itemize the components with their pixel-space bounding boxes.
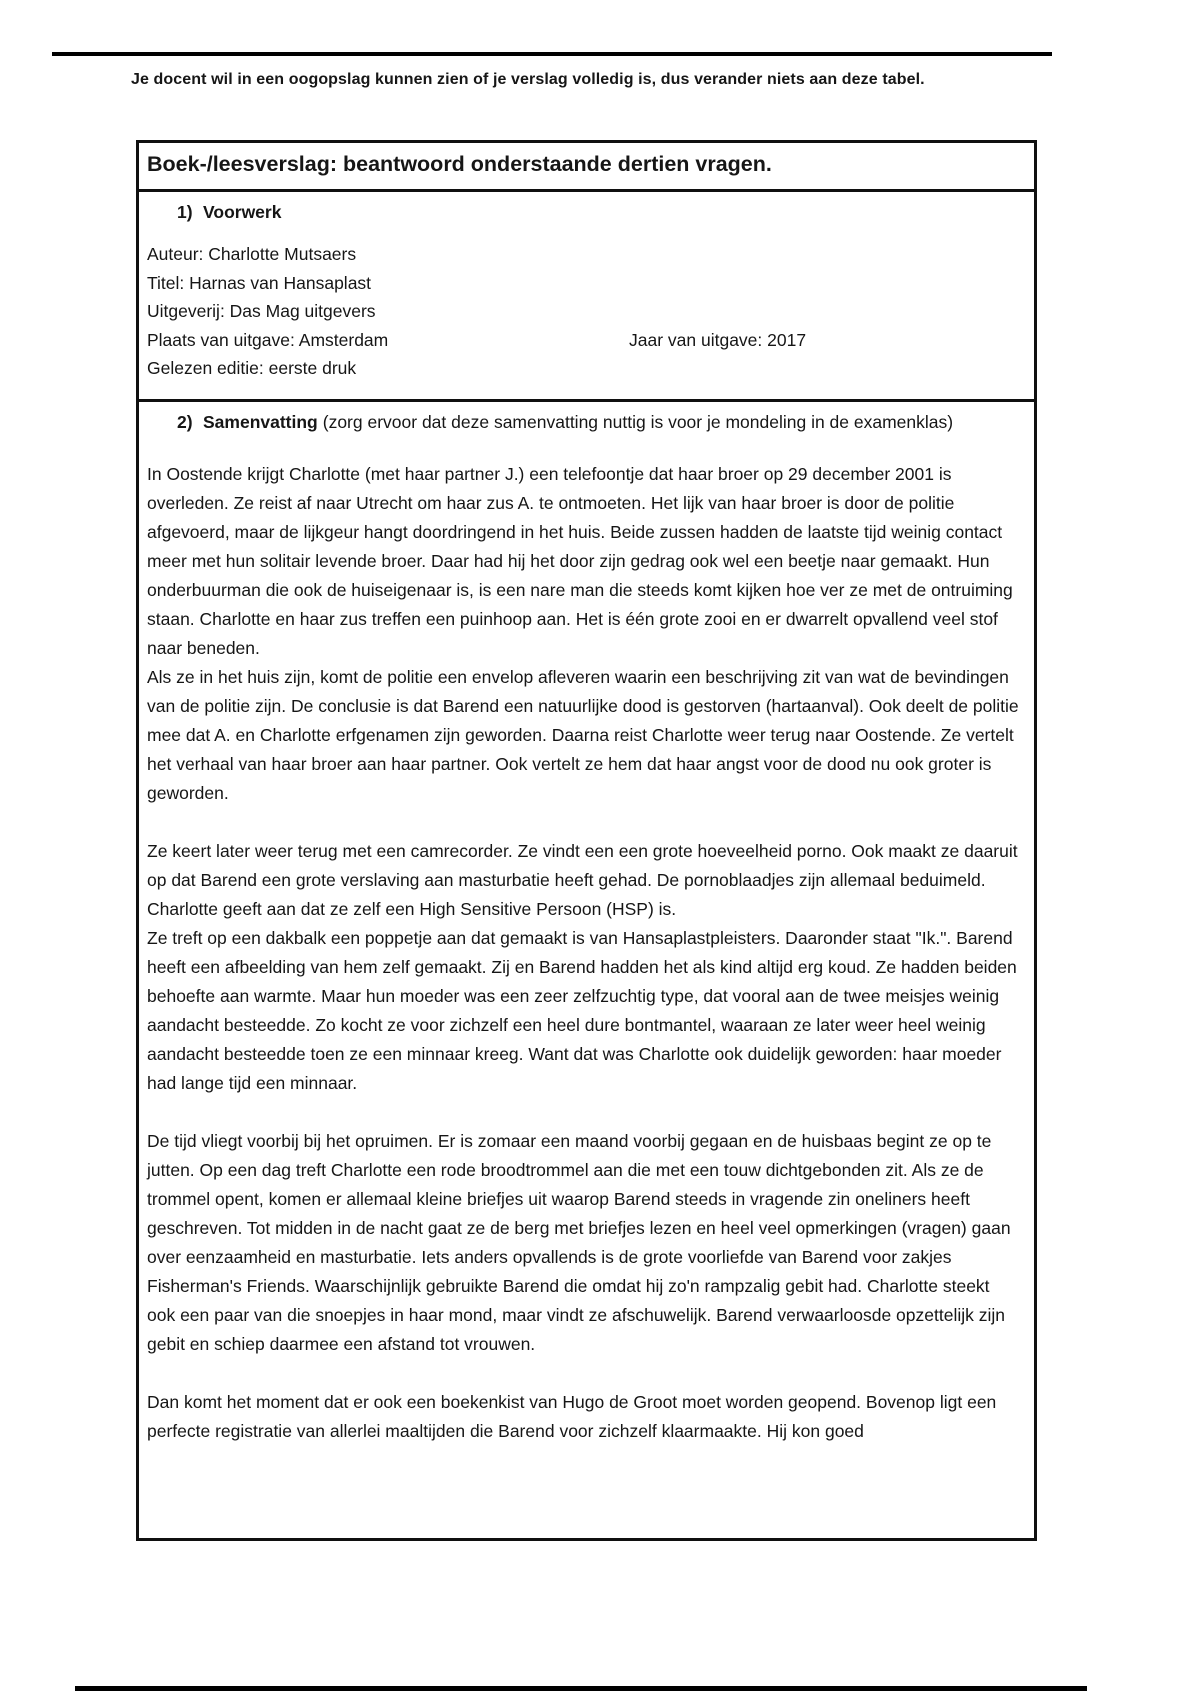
field-jaar-van-uitgave: Jaar van uitgave: 2017 — [629, 329, 807, 350]
field-plaats-van-uitgave: Plaats van uitgave: Amsterdam — [147, 329, 389, 350]
voorwerk-fields — [147, 240, 1020, 383]
samenvatting-paragraph: Ze keert later weer terug met een camrecorder. Ze vindt een een grote hoeveelheid porno. Ook maakt ze daaruit op dat Barend een grote verslaving aan masturbatie heeft gehad. De pornoblaadjes zijn allemaal beduimeld. Charlotte geeft aan dat ze zelf een High Sensitive Persoon (HSP) is. — [147, 840, 1018, 919]
bottom-rule-divider — [75, 1686, 1087, 1691]
samenvatting-paragraph-blank — [147, 1359, 1020, 1388]
section-voorwerk — [139, 192, 1034, 402]
field-titel: Titel: Harnas van Hansaplast — [147, 272, 372, 293]
field-plaats-jaar-row — [147, 326, 1020, 355]
samenvatting-body — [147, 460, 1020, 1446]
book-report-table — [136, 140, 1037, 1541]
field-gelezen-editie: Gelezen editie: eerste druk — [147, 358, 357, 378]
samenvatting-paragraph: Als ze in het huis zijn, komt de politie een envelop afleveren waarin een beschrijving zit van wat de bevindingen van de politie zijn. De conclusie is dat Barend een natuurlijke dood is gestorven (hartaanval). Ook deelt de politie mee dat A. en Charlotte erfgenamen zijn geworden. Daarna reist Charlotte weer terug naar Oostende. Ze vertelt het verhaal van haar broer aan haar partner. Ook vertelt ze hem dat haar angst voor de dood nu ook groter is geworden. — [147, 666, 1019, 803]
samenvatting-paragraph-blank — [147, 808, 1020, 837]
samenvatting-paragraph-blank — [147, 1098, 1020, 1127]
field-uitgeverij: Uitgeverij: Das Mag uitgevers — [147, 301, 376, 321]
samenvatting-paragraph: Dan komt het moment dat er ook een boekenkist van Hugo de Groot moet worden geopend. Bovenop ligt een perfecte registratie van allerlei maaltijden die Barend voor zichzelf klaarmaakte. Hij kon goed — [147, 1391, 997, 1441]
top-rule-divider — [52, 52, 1052, 56]
section-samenvatting-note: (zorg ervoor dat deze samenvatting nuttig is voor je mondeling in de examenklas) — [322, 411, 954, 432]
samenvatting-paragraph: De tijd vliegt voorbij bij het opruimen. Er is zomaar een maand voorbij gegaan en de huisbaas begint ze op te jutten. Op een dag treft Charlotte een rode broodtrommel aan die met een touw dichtgebonden zit. Als ze de trommel opent, komen er allemaal kleine briefjes uit waarop Barend steeds in vragende zin oneliners heeft geschreven. Tot midden in de nacht gaat ze de berg met briefjes lezen en heel veel opmerkingen (vragen) gaan over eenzaamheid en masturbatie. Iets anders opvallends is de grote voorliefde van Barend voor zakjes Fisherman's Friends. Waarschijnlijk gebruikte Barend die omdat hij zo'n rampzalig gebit had. Charlotte steekt ook een paar van die snoepjes in haar mond, maar vindt ze afschuwelijk. Barend verwaarloosde opzettelijk zijn gebit en schiep daarmee een afstand tot vrouwen. — [147, 1130, 1011, 1354]
section-samenvatting-number: 2) — [177, 411, 193, 432]
report-title: Boek-/leesverslag: beantwoord onderstaande dertien vragen. — [139, 143, 1034, 192]
section-samenvatting-heading: Samenvatting — [203, 411, 318, 432]
section-voorwerk-header — [147, 202, 1020, 223]
teacher-instruction-text: Je docent wil in een oogopslag kunnen zien of je verslag volledig is, dus verander niets aan deze tabel. — [131, 71, 925, 88]
field-auteur: Auteur: Charlotte Mutsaers — [147, 244, 357, 264]
samenvatting-paragraph: In Oostende krijgt Charlotte (met haar partner J.) een telefoontje dat haar broer op 29 december 2001 is overleden. Ze reist af naar Utrecht om haar zus A. te ontmoeten. Het lijk van haar broer is door de politie afgevoerd, maar de lijkgeur hangt doordringend in het huis. Beide zussen hadden de laatste tijd weinig contact meer met hun solitair levende broer. Daar had hij het door zijn gedrag ook wel een beetje naar gemaakt. Hun onderbuurman die ook de huiseigenaar is, is een nare man die steeds komt kijken hoe ver ze met de ontruiming staan. Charlotte en haar zus treffen een puinhoop aan. Het is één grote zooi en er dwarrelt opvallend veel stof naar beneden. — [147, 463, 1013, 658]
section-samenvatting-header — [147, 412, 1020, 433]
section-samenvatting — [139, 402, 1034, 1539]
section-voorwerk-number: 1) — [177, 202, 193, 222]
section-voorwerk-heading: Voorwerk — [203, 202, 282, 222]
samenvatting-paragraph: Ze treft op een dakbalk een poppetje aan dat gemaakt is van Hansaplastpleisters. Daaronder staat "Ik.". Barend heeft een afbeelding van hem zelf gemaakt. Zij en Barend hadden het als kind altijd erg koud. Ze hadden beiden behoefte aan warmte. Maar hun moeder was een zeer zelfzuchtig type, dat vooral aan de twee meisjes weinig aandacht besteedde. Zo kocht ze voor zichzelf een heel dure bontmantel, waaraan ze later weer heel weinig aandacht besteedde toen ze een minnaar kreeg. Want dat was Charlotte ook duidelijk geworden: haar moeder had lange tijd een minnaar. — [147, 927, 1017, 1093]
